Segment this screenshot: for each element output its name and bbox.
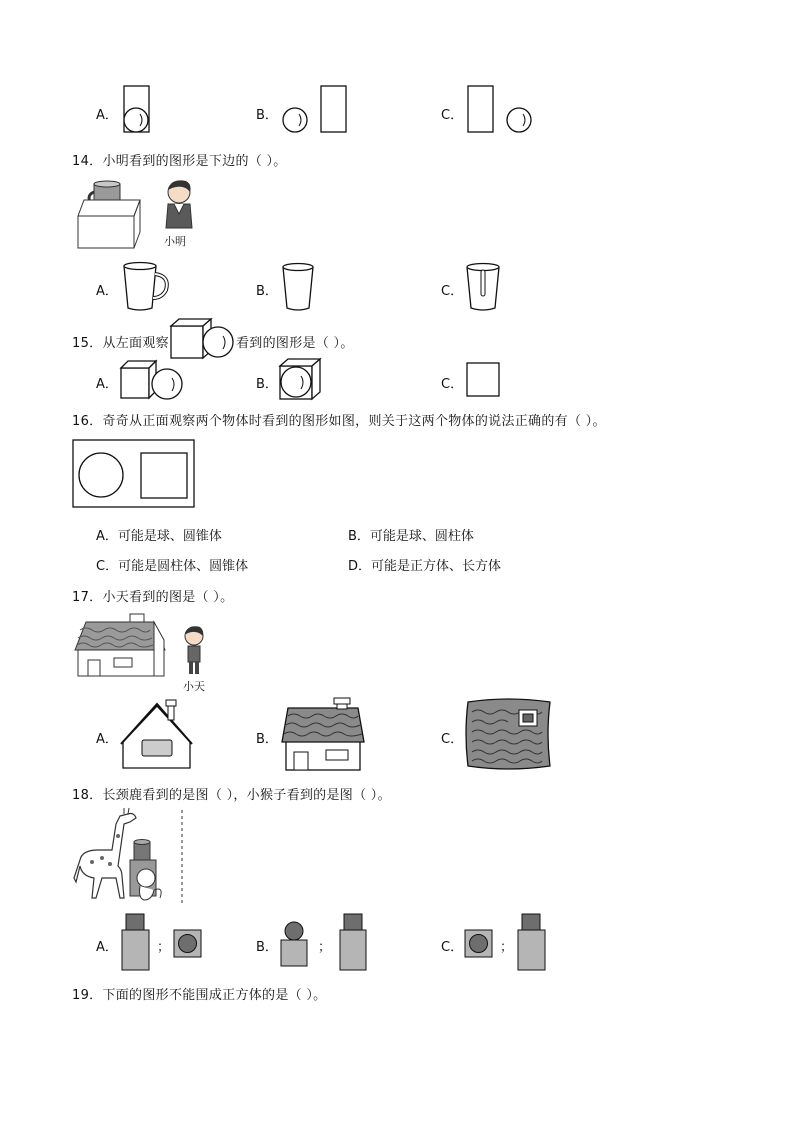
q18-option-a-first-view <box>120 912 152 972</box>
q17-option-b-label[interactable]: B． <box>256 732 278 747</box>
q17-option-b-front-view <box>280 696 366 772</box>
q18-option-b-separator: ； <box>318 940 332 955</box>
q13-option-b-label[interactable]: B． <box>256 108 278 123</box>
q13-option-c-figure <box>467 86 535 134</box>
q13-option-a-label[interactable]: A． <box>96 108 118 123</box>
q18-dashed-divider <box>180 810 184 906</box>
q18-option-c-separator: ； <box>500 940 514 955</box>
q15-option-b-label[interactable]: B． <box>256 377 278 392</box>
q18-option-c-second-view <box>516 912 548 972</box>
q13-option-c-label[interactable]: C． <box>441 108 464 123</box>
q15-option-a-figure <box>120 360 186 402</box>
q15-option-c-label[interactable]: C． <box>441 377 464 392</box>
q14-option-c-label[interactable]: C． <box>441 284 464 299</box>
q17-option-a-label[interactable]: A． <box>96 732 118 747</box>
q16-option-c[interactable]: C．可能是圆柱体、圆锥体 <box>96 559 249 574</box>
q17-option-c-top-view <box>464 698 554 770</box>
q18-option-b-second-view <box>338 912 370 972</box>
q15-option-a-label[interactable]: A． <box>96 377 118 392</box>
q14-option-a-label[interactable]: A． <box>96 284 118 299</box>
q18-option-a-separator: ； <box>157 940 171 955</box>
q16-option-d[interactable]: D．可能是正方体、长方体 <box>348 559 502 574</box>
q16-option-b[interactable]: B．可能是球、圆柱体 <box>348 529 474 544</box>
question-18-text: 18．长颈鹿看到的是图（ ），小猴子看到的是图（ ）。 <box>72 788 391 803</box>
q15-option-c-square <box>466 362 502 398</box>
q18-giraffe-monkey-illustration <box>72 806 188 906</box>
xiaotian-boy-illustration <box>180 624 208 676</box>
q18-option-c-label[interactable]: C． <box>441 940 464 955</box>
q18-option-c-first-view <box>464 929 494 959</box>
table-with-cup-illustration <box>74 176 146 252</box>
question-15-text-after: 看到的图形是（ ）。 <box>236 336 354 351</box>
xiaotian-label: 小天 <box>183 680 205 693</box>
q18-option-b-first-view <box>279 920 311 968</box>
q16-front-view-figure <box>72 439 196 509</box>
q18-option-a-second-view <box>173 929 203 959</box>
q14-option-b-plain-cup <box>282 262 316 312</box>
question-17-text: 17．小天看到的图是（ ）。 <box>72 590 234 605</box>
q13-option-b-figure <box>282 86 350 134</box>
question-19-text: 19．下面的图形不能围成正方体的是（ ）。 <box>72 988 327 1003</box>
question-16-text: 16．奇奇从正面观察两个物体时看到的图形如图，则关于这两个物体的说法正确的有（ ）。 <box>72 414 606 429</box>
q14-option-c-cup-handle-front <box>466 262 502 312</box>
q15-cube-and-sphere-figure <box>170 318 236 360</box>
q16-option-a[interactable]: A．可能是球、圆锥体 <box>96 529 222 544</box>
question-15-text-before: 15．从左面观察 <box>72 336 169 351</box>
q17-option-c-label[interactable]: C． <box>441 732 464 747</box>
q17-option-a-side-view <box>120 698 194 772</box>
xiaoming-boy-illustration <box>162 178 202 230</box>
question-14-text: 14．小明看到的图形是下边的（ ）。 <box>72 154 287 169</box>
q15-option-b-figure <box>279 358 323 402</box>
q18-option-b-label[interactable]: B． <box>256 940 278 955</box>
q14-option-b-label[interactable]: B． <box>256 284 278 299</box>
xiaoming-label: 小明 <box>164 235 186 248</box>
q18-option-a-label[interactable]: A． <box>96 940 118 955</box>
q14-option-a-cup-with-handle <box>122 262 174 312</box>
q13-option-a-figure <box>122 86 154 134</box>
q17-house-illustration <box>72 612 168 678</box>
